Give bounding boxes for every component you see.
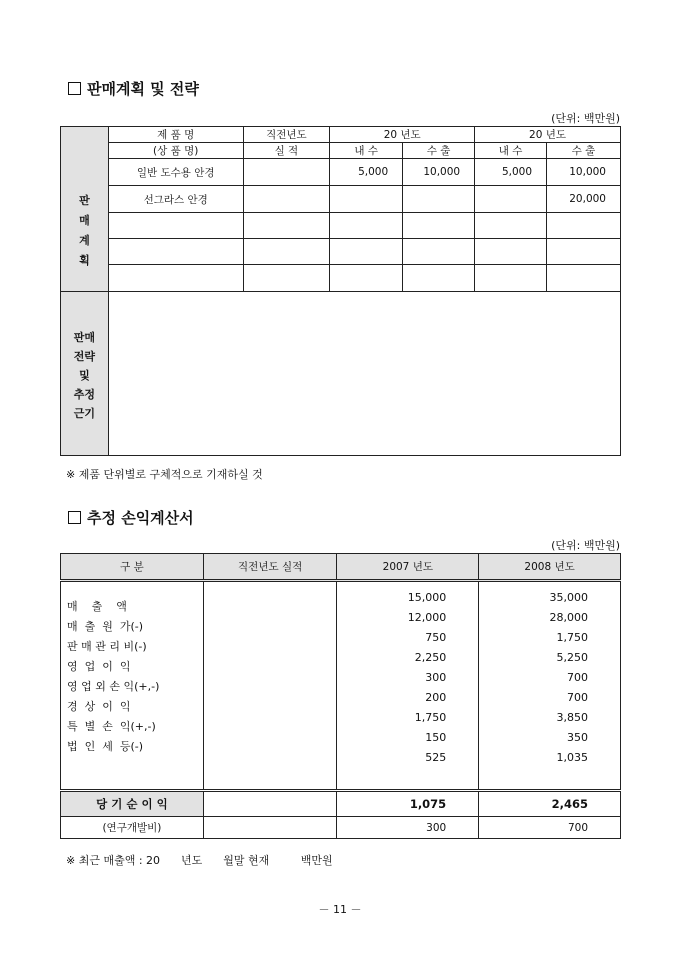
section-title-sales-plan: 판매계획 및 전략 <box>68 78 199 99</box>
list-item: 매 출 원 가(-) <box>67 620 144 633</box>
page-number: － 11 － <box>318 903 362 916</box>
sales-plan-table <box>60 126 621 456</box>
table-row <box>61 213 621 239</box>
header-y2-domestic: 내 수 <box>475 143 547 159</box>
header-year1: 20 년도 <box>330 127 475 143</box>
list-item: 판 매 관 리 비(-) <box>67 640 147 653</box>
checkbox-square-icon <box>68 511 81 524</box>
table-row: 선그라스 안경 20,000 <box>61 186 621 213</box>
header-product-name: 제 품 명 <box>108 127 243 143</box>
table-row <box>61 239 621 265</box>
list-item: 경 상 이 익 <box>67 700 131 713</box>
rnd-row: (연구개발비) 300 700 <box>61 817 621 839</box>
section-title-income-statement: 추정 손익계산서 <box>68 507 194 528</box>
header-product-name-sub: (상 품 명) <box>108 143 243 159</box>
list-item: 법 인 세 등(-) <box>67 740 144 753</box>
table-row <box>61 265 621 292</box>
items-prev-cell <box>203 581 337 791</box>
header-prev: 직전년도 실적 <box>203 554 337 581</box>
header-y2-export: 수 출 <box>547 143 621 159</box>
header-y1-domestic: 내 수 <box>330 143 403 159</box>
header-y1-export: 수 출 <box>403 143 475 159</box>
list-item: 특 별 손 익(+,-) <box>67 720 156 733</box>
checkbox-square-icon <box>68 82 81 95</box>
header-year2: 20 년도 <box>475 127 621 143</box>
header-prev-year-sub: 실 적 <box>243 143 330 159</box>
header-2008: 2008 년도 <box>479 554 621 581</box>
section2-note: ※ 최근 매출액 : 20 년도 월말 현재 백만원 <box>66 854 333 867</box>
items-2008-cell: 35,000 28,000 1,750 5,250 700 700 3,850 350 1,035 <box>479 581 621 791</box>
income-statement-table <box>60 553 621 839</box>
unit-label: (단위: 백만원) <box>551 539 620 552</box>
items-label-cell <box>61 581 204 791</box>
items-2007-cell: 15,000 12,000 750 2,250 300 200 1,750 150 525 <box>337 581 479 791</box>
unit-label: (단위: 백만원) <box>551 112 620 125</box>
strategy-label-cell: 판매 전략 및 추정 근기 <box>61 292 109 456</box>
list-item: 영 업 외 손 익(+,-) <box>67 680 160 693</box>
header-category: 구 분 <box>61 554 204 581</box>
net-income-row: 당 기 순 이 익 1,075 2,465 <box>61 791 621 817</box>
header-2007: 2007 년도 <box>337 554 479 581</box>
header-prev-year: 직전년도 <box>243 127 330 143</box>
strategy-content-cell <box>108 292 620 456</box>
list-item: 매 출 액 <box>67 600 127 613</box>
list-item: 영 업 이 익 <box>67 660 131 673</box>
table-row: 일반 도수용 안경 5,000 10,000 5,000 10,000 <box>61 159 621 186</box>
section1-note: ※ 제품 단위별로 구체적으로 기재하실 것 <box>66 468 263 481</box>
sales-plan-label-cell: 판 매 계 획 <box>61 127 109 292</box>
